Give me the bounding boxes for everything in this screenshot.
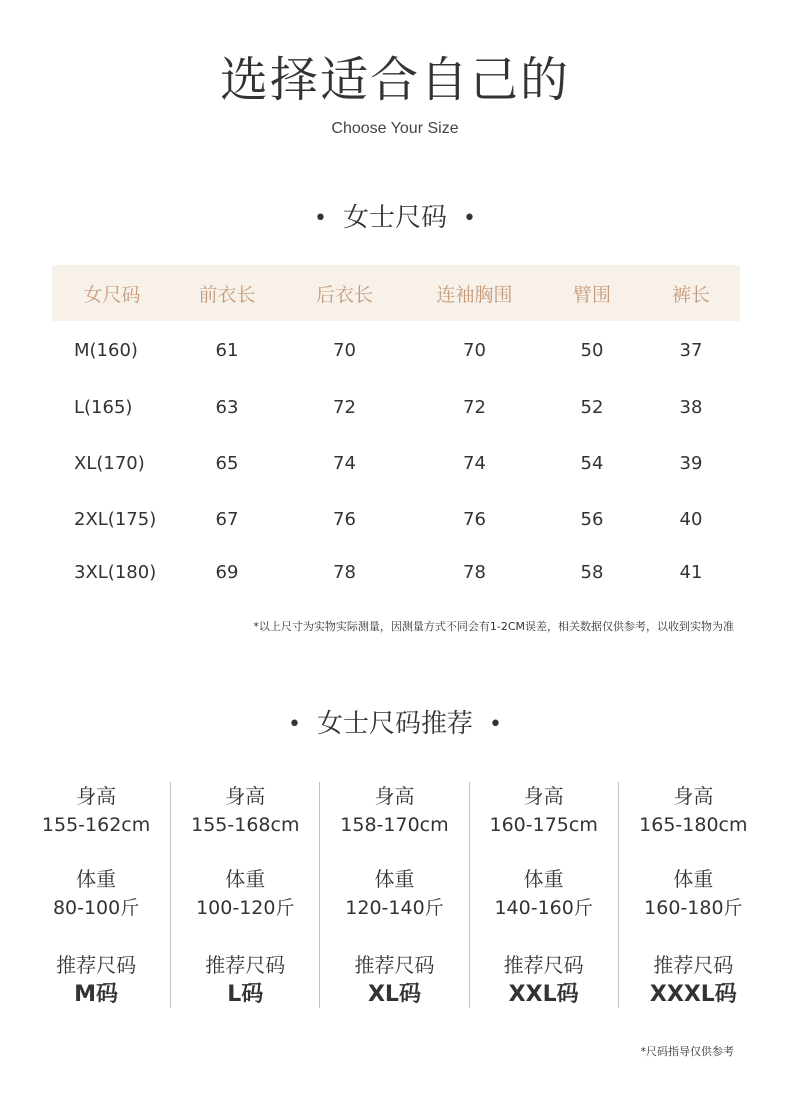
table-cell: 70 [333,339,356,361]
height-value: 155-162cm [41,814,151,836]
measurement-note: *以上尺寸为实物实际测量，因测量方式不同会有1-2CM误差，相关数据仅供参考，以收到实物为准 [253,620,734,633]
height-label: 身高 [225,784,266,808]
size-label: 推荐尺码 [56,953,137,977]
column-header-chest: 连袖胸围 [436,283,513,306]
table-cell: 78 [333,561,356,583]
height-value: 160-175cm [489,814,598,836]
size-label: 推荐尺码 [354,953,435,977]
recommendation-heading [0,706,790,743]
table-cell: 38 [679,396,703,418]
table-row [52,379,740,435]
weight-label: 体重 [76,867,117,891]
table-cell: 63 [215,396,239,418]
weight-value: 160-180斤 [644,897,743,919]
table-row [52,491,740,547]
weight-value: 120-140斤 [345,897,444,919]
size-table [52,265,740,597]
table-cell: 76 [463,508,486,530]
height-label: 身高 [673,784,714,808]
table-cell: 54 [580,452,604,474]
recommendation-column [171,782,320,1008]
height-label: 身高 [374,784,415,808]
table-cell: 50 [580,339,604,361]
table-cell: 3XL(180) [74,561,157,583]
weight-value: 100-120斤 [196,897,295,919]
table-cell: L(165) [74,396,133,418]
column-header-pants-length: 裤长 [671,283,710,306]
size-table-header [52,265,740,321]
table-cell: 65 [215,452,239,474]
recommendation-column [22,782,171,1008]
height-label: 身高 [76,784,117,808]
page-title: 选择适合自己的 [219,52,570,108]
column-header-back-length: 后衣长 [315,283,373,306]
size-value: XXXL码 [649,982,737,1007]
recommendation-heading-text: 女士尺码推荐 [316,709,473,739]
recommendation-note: *尺码指导仅供参考 [640,1045,734,1058]
table-cell: 39 [679,452,703,474]
height-value: 158-170cm [340,814,449,836]
weight-value: 80-100斤 [52,897,140,919]
table-cell: 56 [580,508,604,530]
size-chart-heading [0,200,790,237]
size-label: 推荐尺码 [503,953,584,977]
table-cell: 69 [215,561,239,583]
bullet-dot-icon: • [314,205,327,231]
column-header-front-length: 前衣长 [198,283,256,306]
table-cell: 41 [679,561,703,583]
weight-label: 体重 [523,867,564,891]
bullet-dot-icon: • [463,205,476,231]
table-cell: 72 [463,396,486,418]
table-cell: XL(170) [74,452,145,474]
table-cell: 74 [333,452,356,474]
size-label: 推荐尺码 [205,953,286,977]
column-header-size: 女尺码 [83,283,141,306]
column-header-arm: 臂围 [572,283,611,306]
table-cell: 70 [463,339,486,361]
size-value: L码 [227,982,264,1007]
weight-value: 140-160斤 [494,897,593,919]
weight-label: 体重 [673,867,714,891]
table-cell: 76 [333,508,356,530]
table-cell: 58 [580,561,604,583]
bullet-dot-icon: • [288,711,301,737]
size-value: M码 [74,982,119,1007]
height-value: 165-180cm [639,814,748,836]
table-cell: 52 [580,396,604,418]
table-row [52,547,740,597]
recommendation-column [320,782,469,1008]
table-cell: 37 [679,339,703,361]
table-cell: 61 [215,339,239,361]
height-value: 155-168cm [191,814,300,836]
page-subtitle: Choose Your Size [331,120,459,137]
recommendation-column [470,782,619,1008]
height-label: 身高 [523,784,564,808]
table-cell: 72 [333,396,356,418]
size-label: 推荐尺码 [653,953,734,977]
table-cell: 67 [215,508,239,530]
size-chart-heading-text: 女士尺码 [342,203,447,233]
table-cell: 78 [463,561,486,583]
recommendation-column [619,782,768,1008]
size-value: XXL码 [508,982,579,1007]
weight-label: 体重 [225,867,266,891]
table-cell: 74 [463,452,486,474]
table-cell: M(160) [74,339,138,361]
recommendation-grid [22,782,768,1008]
bullet-dot-icon: • [489,711,502,737]
size-value: XL码 [367,982,421,1007]
table-cell: 40 [679,508,703,530]
table-row [52,321,740,379]
table-row [52,435,740,491]
weight-label: 体重 [374,867,415,891]
table-cell: 2XL(175) [74,508,157,530]
